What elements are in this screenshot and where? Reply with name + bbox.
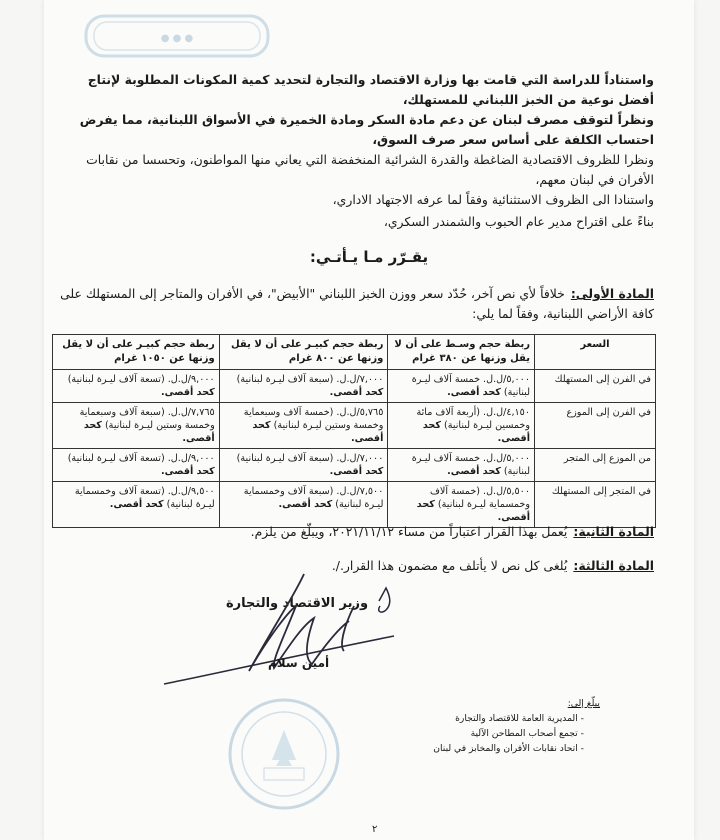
table-cell: ٤,١٥٠/ل.ل. (أربعة آلاف مائة وخمسين ليـرة لبنانية) كحد أقصى. <box>388 403 535 449</box>
article-2-label: المادة الثانية: <box>573 524 654 539</box>
table-row <box>53 449 656 482</box>
distribution-list <box>340 696 600 756</box>
preamble-exceptional: واستنادا الى الظروف الاستثنائية وفقاً لما عرفه الاجتهاد الاداري، <box>332 192 654 207</box>
table-cell: ٧,٧٦٥/ل.ل. (سبعة آلاف وسبعماية وخمسة وستين ليـرة لبنانية) كحد أقصى. <box>53 403 220 449</box>
preamble-economic: ونظرا للظروف الاقتصادية الضاغطة والقدرة الشرائية المنخفضة التي يعاني منها المواطنون، وتحسسا من نقابات الأفران في لبنان معهم، <box>86 152 654 187</box>
distribution-heading: يبلّغ إلى: <box>567 698 600 709</box>
page-number: ٢ <box>372 824 378 835</box>
table-cell: ٩,٠٠٠/ل.ل. (تسعة آلاف ليـرة لبنانية) كحد أقصى. <box>53 370 220 403</box>
table-cell: ٥,٠٠٠/ل.ل. خمسة آلاف ليـرة لبنانية) كحد أقصى. <box>388 370 535 403</box>
row-label: في الفرن إلى المستهلك <box>535 370 656 403</box>
table-cell: ٩,٥٠٠/ل.ل. (تسعة آلاف وخمسماية ليـرة لبنانية) كحد أقصى. <box>53 482 220 528</box>
official-stamp-top <box>82 6 272 66</box>
row-label: في الفرن إلى الموزع <box>535 403 656 449</box>
decision-heading: يقـرّر مـا يـأتـي: <box>309 248 429 266</box>
signatory-title: وزير الاقتصاد والتجارة <box>226 596 369 611</box>
preamble-study: واستناداً للدراسة التي قامت بها وزارة الاقتصاد والتجارة لتحديد كمية المكونات المطلوبة لإنتاج أفضل نوعية من الخبز اللبناني للمستهلك، <box>87 72 654 107</box>
table-cell: ٥,٥٠٠/ل.ل. (خمسة آلاف وخمسماية ليـرة لبنانية) كحد أقصى. <box>388 482 535 528</box>
table-row <box>53 403 656 449</box>
table-cell: ٧,٥٠٠/ل.ل. (سبعة آلاف وخمسماية ليـرة لبنانية) كحد أقصى. <box>219 482 388 528</box>
list-item: - اتحاد نقابات الأفران والمخابز في لبنان <box>340 741 584 756</box>
header-medium: ربطة حجم وسـط على أن لا يقل وزنها عن ٣٨٠ غرام <box>388 335 535 370</box>
header-large-800: ربطة حجم كبيـر على أن لا يقل وزنها عن ٨٠٠ غرام <box>219 335 388 370</box>
table-cell: ٥,٠٠٠/ل.ل. خمسة آلاف ليـرة لبنانية) كحد أقصى. <box>388 449 535 482</box>
table-header-row <box>53 335 656 370</box>
article-1-label: المادة الأولى: <box>570 286 654 301</box>
row-label: من الموزع إلى المتجر <box>535 449 656 482</box>
table-cell: ٧,٠٠٠/ل.ل. (سبعة آلاف ليـرة لبنانية) كحد أقصى. <box>219 370 388 403</box>
header-large-1050: ربطة حجم كبيـر على أن لا يقل وزنها عن ١٠٥٠ غرام <box>53 335 220 370</box>
list-item: - تجمع أصحاب المطاحن الآلية <box>340 726 584 741</box>
svg-text:● ● ●: ● ● ● <box>160 33 194 44</box>
article-1 <box>54 284 654 324</box>
bread-price-table <box>52 334 656 528</box>
table-cell: ٧,٠٠٠/ل.ل. (سبعة آلاف ليـرة لبنانية) كحد أقصى. <box>219 449 388 482</box>
signatory-name: أمين سلام <box>268 656 330 670</box>
article-3-label: المادة الثالثة: <box>573 558 654 573</box>
preamble-proposal: بناءً على اقتراح مدير عام الحبوب والشمندر السكري، <box>383 214 654 229</box>
article-1-text: خلافاً لأي نص آخر، حُدّد سعر ووزن الخبز اللبناني "الأبيض"، في الأفران والمتاجر إلى المستهلك على كافة الأراضي اللبنانية، وفقاً لما يلي: <box>60 286 654 321</box>
row-label: في المتجر إلى المستهلك <box>535 482 656 528</box>
list-item: - المديرية العامة للاقتصاد والتجارة <box>340 711 584 726</box>
table-cell: ٩,٠٠٠/ل.ل. (تسعة آلاف ليـرة لبنانية) كحد أقصى. <box>53 449 220 482</box>
article-2 <box>54 522 654 542</box>
article-3-text: يُلغى كل نص لا يأتلف مع مضمون هذا القرار./. <box>331 558 568 573</box>
table-row <box>53 370 656 403</box>
handwritten-signature <box>154 566 414 696</box>
table-row <box>53 482 656 528</box>
header-price: السعر <box>535 335 656 370</box>
ministry-seal <box>224 694 344 814</box>
table-cell: ٥,٧٦٥/ل.ل. (خمسة آلاف وسبعماية وخمسة وستين ليـرة لبنانية) كحد أقصى. <box>219 403 388 449</box>
preamble-bdl: ونظراً لتوقف مصرف لبنان عن دعم مادة السكر ومادة الخميرة في الأسواق اللبنانية، مما يفرض احتساب الكلفة على أساس سعر صرف السوق، <box>79 112 654 147</box>
document-page <box>44 0 694 840</box>
article-2-text: يُعمل بهذا القرار اعتباراً من مساء ٢٠٢١/١١/١٢، ويبلّغ من يلزم. <box>250 524 568 539</box>
